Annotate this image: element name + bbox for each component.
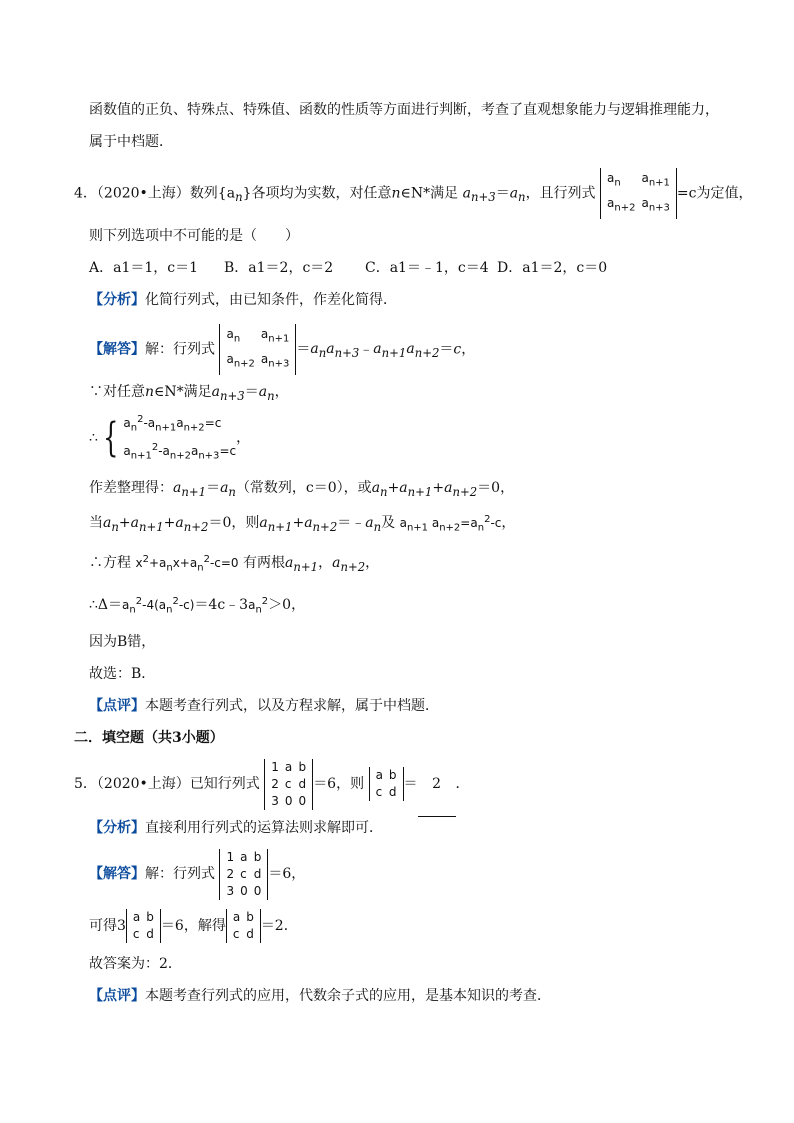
q5-analysis: 【分析】直接利用行列式的运算法则求解即可． xyxy=(89,820,383,836)
q4-wrong: 因为B错， xyxy=(89,634,156,650)
q4-choose: 故选：B． xyxy=(89,666,156,682)
q5-answer-blank: 2 xyxy=(418,752,456,817)
q5-solution: 【解答】解：行列式 1 a b 2 c d 3 0 0 ＝6， xyxy=(89,849,306,898)
q5-determinant-2x2: a b c d xyxy=(369,767,404,801)
q4-option-c: C．a1＝﹣1，c＝4 xyxy=(365,260,489,276)
q4-option-b: B．a1＝2，c＝2 xyxy=(224,260,334,276)
q4-equation: ∴方程 $x^2+a_nx+a_n^2-c=0$ 有两根$a_{n+1}$，$a_{n+2}$， xyxy=(89,554,380,574)
q4-determinant: $a_n$ $a_{n+1}$ $a_{n+2}$ $a_{n+3}$ xyxy=(600,168,677,219)
q4-solution-determinant: $a_n$ $a_{n+1}$ $a_{n+2}$ $a_{n+3}$ xyxy=(219,324,296,375)
q5-determinant-3x3: 1 a b 2 c d 3 0 0 xyxy=(264,759,313,810)
q5-stem: 5．（2020•上海）已知行列式 1 a b 2 c d 3 0 0 ＝6，则 a b c d ＝ 2 ． xyxy=(74,752,470,816)
q4-option-a: A．a1＝1，c＝1 xyxy=(89,260,199,276)
q4-system: ∴ { $a_n^2-a_{n+1}a_{n+2}=c$ $a_{n+1}^2-a_{n+2}a_{n+3}=c$ ， xyxy=(89,413,251,462)
q4-difference: 作差整理得：$a_{n+1}=a_n$（常数列，c＝0），或$a_n+a_{n+1}+a_{n+2}=0$， xyxy=(89,480,515,499)
q5-final: 故答案为：2． xyxy=(89,956,182,972)
q5-get-determinant: a b c d xyxy=(126,909,161,943)
q4-prompt: 则下列选项中不可能的是（ ） xyxy=(89,228,299,244)
q4-option-d: D．a1＝2，c＝0 xyxy=(497,260,608,276)
section-heading: 二．填空题（共3小题） xyxy=(74,730,224,746)
q4-analysis: 【分析】化简行列式，由已知条件，作差化简得． xyxy=(89,292,397,308)
q4-stem: 4．（2020•上海）数列$\{a_n\}$各项均为实数，对任意n∈N*满足 $a_{n+3}=a_n$，且行列式 $a_n$ $a_{n+1}$ $a_{n+2}$ $a_{n+3}$ =c为定值， xyxy=(74,168,753,216)
q5-solution-determinant: 1 a b 2 c d 3 0 0 xyxy=(219,849,268,900)
q5-get: 可得3 a b c d ＝6，解得 a b c d ＝2． xyxy=(89,910,298,941)
q5-result-determinant: a b c d xyxy=(226,909,261,943)
q4-solution: 【解答】解：行列式 $a_n$ $a_{n+1}$ $a_{n+2}$ $a_{n+3}$ $=a_na_{n+3}﹣a_{n+1}a_{n+2}=c$， xyxy=(89,324,475,370)
intro-line-1: 函数值的正负、特殊点、特殊值、函数的性质等方面进行判断，考查了直观想象能力与逻辑推理能力， xyxy=(89,102,719,118)
q4-delta: $\therefore\Delta=a_n^2-4(a_n^2-c)=4c﹣3a_n^2>0$， xyxy=(89,596,306,616)
q4-when: 当$a_n+a_{n+1}+a_{n+2}=0$，则$a_{n+1}+a_{n+2}=﹣a_n$及 $a_{n+1}$ $a_{n+2}=a_n^2-c$， xyxy=(89,514,516,534)
intro-line-2: 属于中档题． xyxy=(89,134,173,150)
q4-comment: 【点评】本题考查行列式，以及方程求解，属于中档题． xyxy=(89,698,439,714)
q5-comment: 【点评】本题考查行列式的应用，代数余子式的应用，是基本知识的考查． xyxy=(89,988,551,1004)
q4-because: ∵对任意n∈N*满足$a_{n+3}=a_n$， xyxy=(89,384,289,403)
